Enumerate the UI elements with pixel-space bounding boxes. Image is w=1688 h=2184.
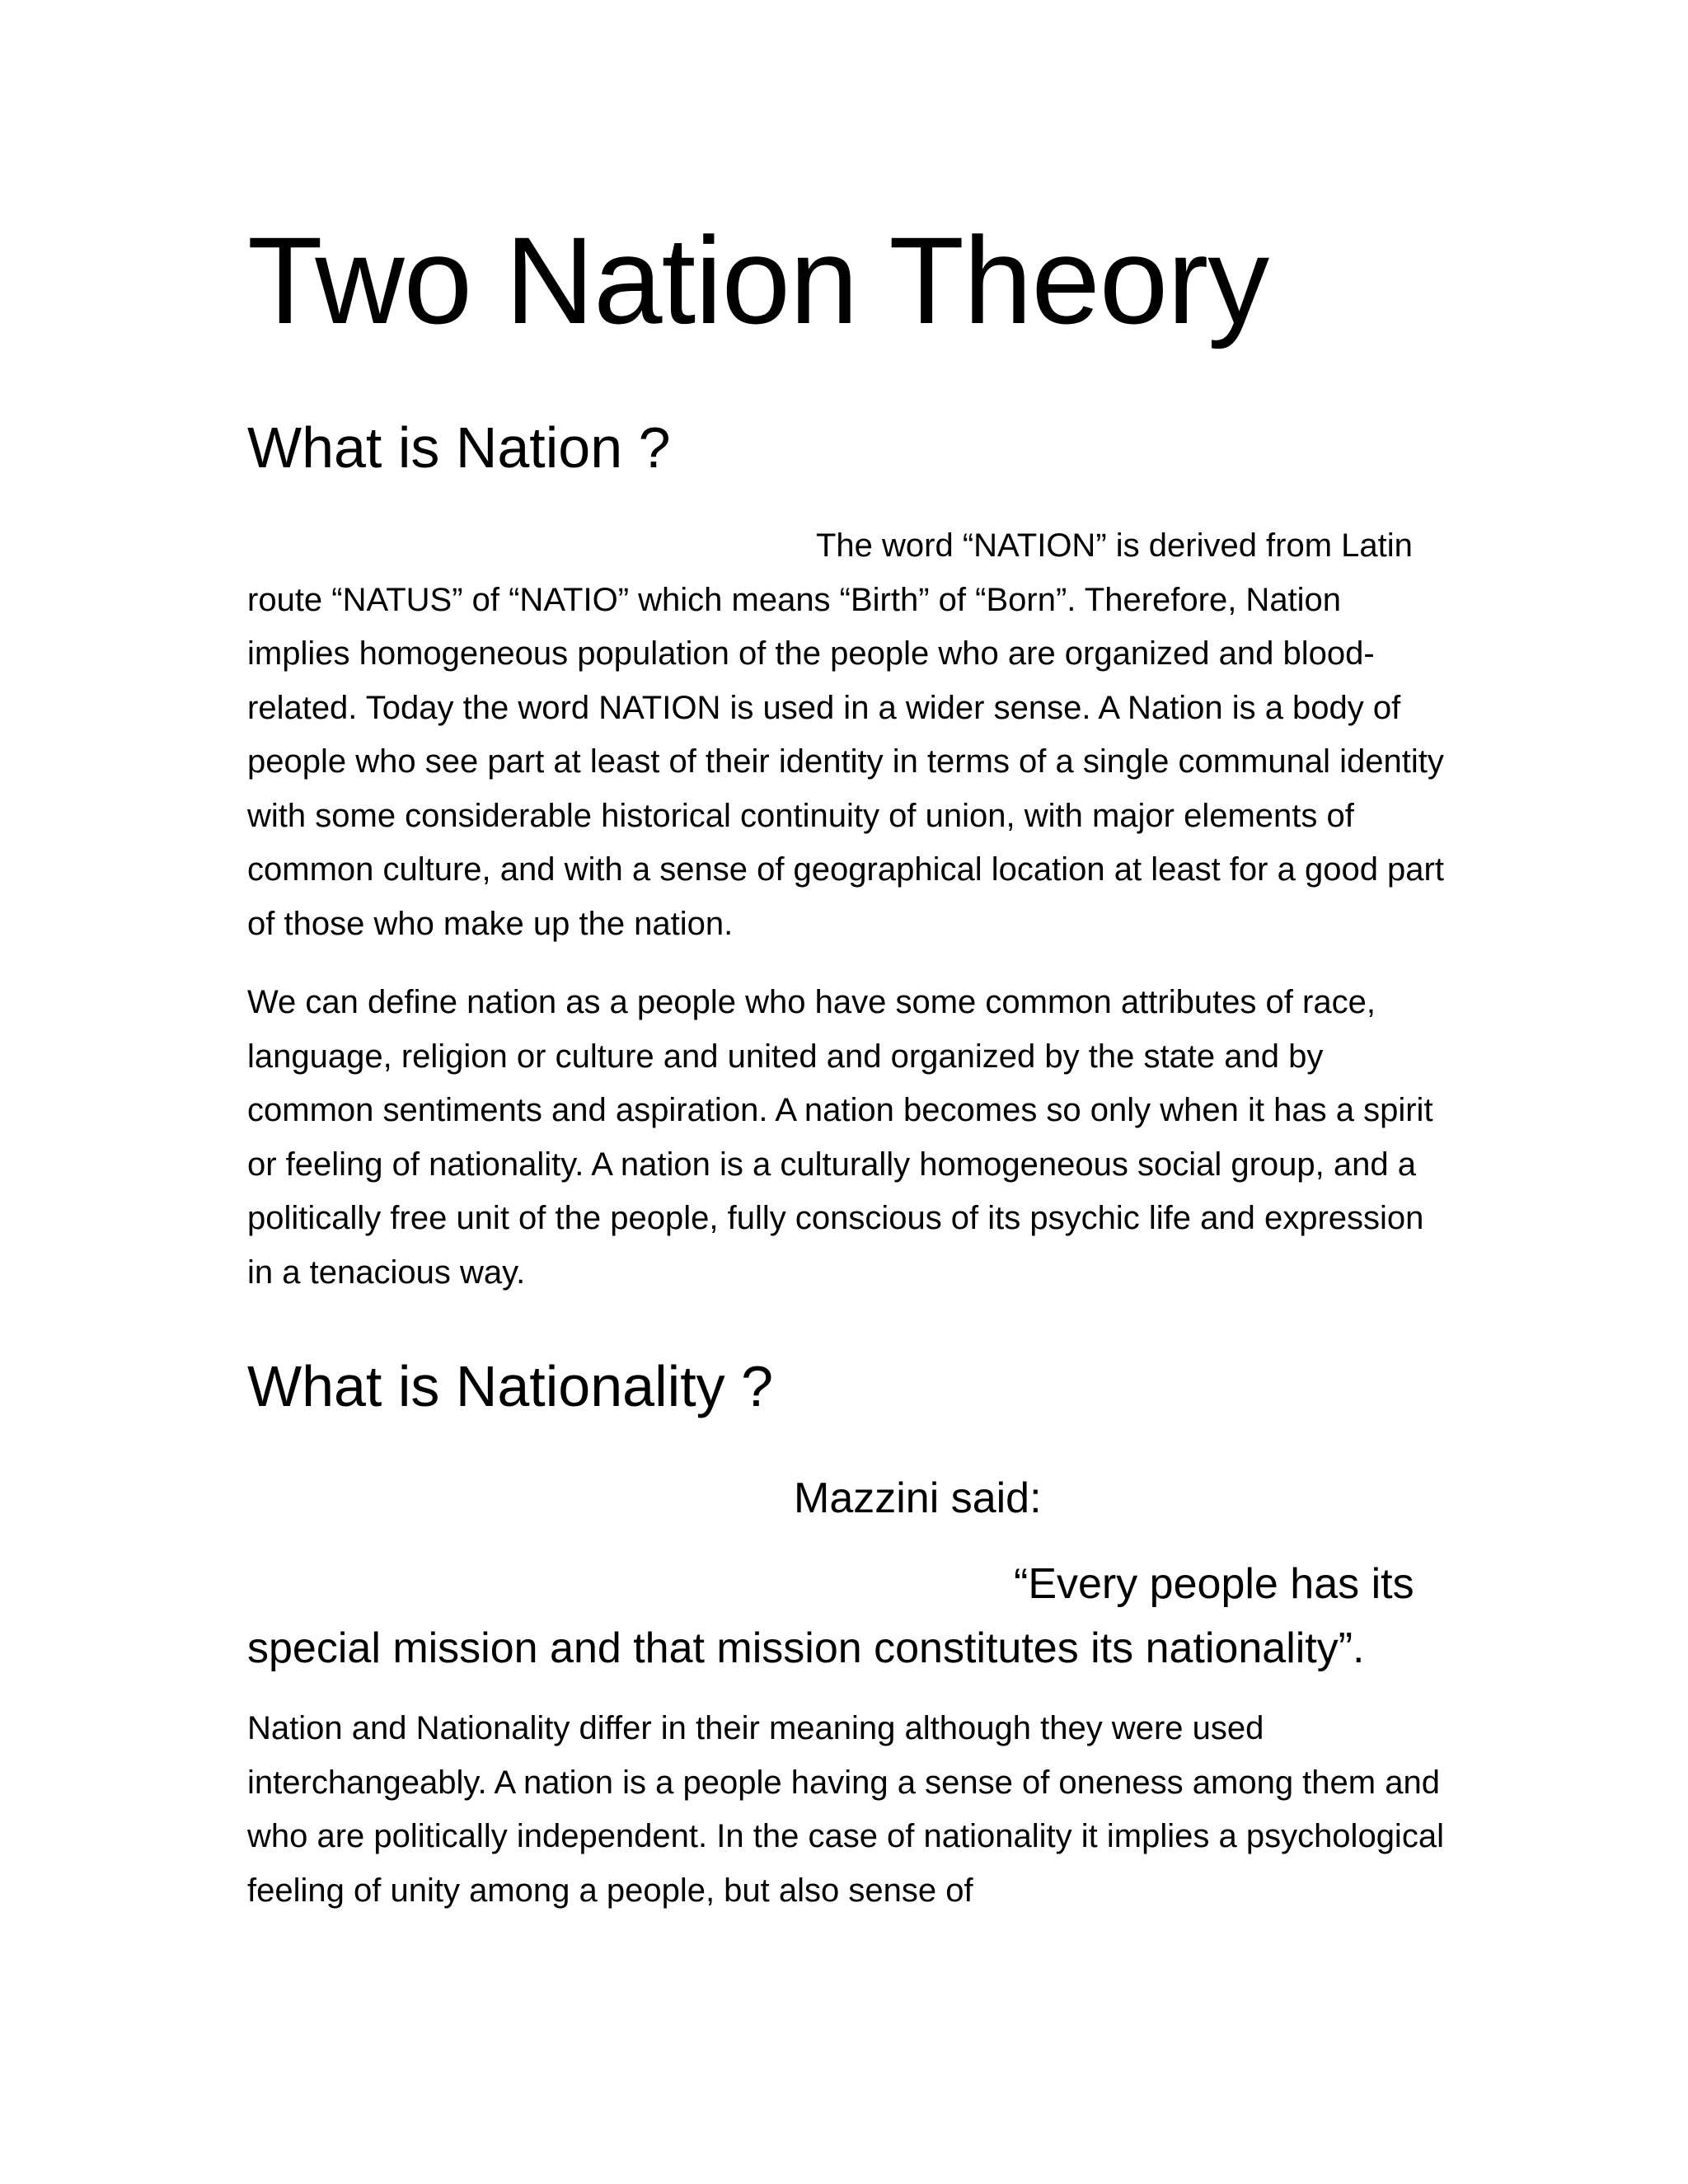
paragraph-nation-etymology: The word “NATION” is derived from Latin route “NATUS” of “NATIO” which means “Birth” of “Born”. Therefore, Nation implies homogeneous population of the people who are organized and blood-related. Today the word NATION is used in a wider sense. A Nation is a body of people who see part at least of their identity in terms of a single communal identity with some considerable historical continuity of union, with major elements of common culture, and with a sense of geographical location at least for a good part of those who make up the nation. <box>247 527 1444 942</box>
paragraph-nation-definition-wrapper <box>247 519 1451 951</box>
document-title: Two Nation Theory <box>247 211 1269 349</box>
document-content <box>247 206 1451 1918</box>
quote-wrapper <box>247 1552 1451 1680</box>
heading-what-is-nation: What is Nation ? <box>247 415 671 480</box>
mazzini-quote: “Every people has its special mission and that mission constitutes its nationality”. <box>247 1560 1414 1672</box>
paragraph-nation-attributes: We can define nation as a people who have some common attributes of race, language, religion or culture and united and organized by the state and by common sentiments and aspiration. A nation becomes so only when it has a spirit or feeling of nationality. A nation is a culturally homogeneous social group, and a politically free unit of the people, fully conscious of its psychic life and expression in a tenacious way. <box>247 984 1433 1291</box>
quote-attribution: Mazzini said: <box>794 1474 1042 1522</box>
heading-what-is-nationality: What is Nationality ? <box>247 1354 774 1418</box>
paragraph-nation-vs-nationality: Nation and Nationality differ in their meaning although they were used interchangeably. A nation is a people having a sense of oneness among them and who are politically independent. In the case of nationality it implies a psychological feeling of unity among a people, but also sense of <box>247 1710 1444 1909</box>
